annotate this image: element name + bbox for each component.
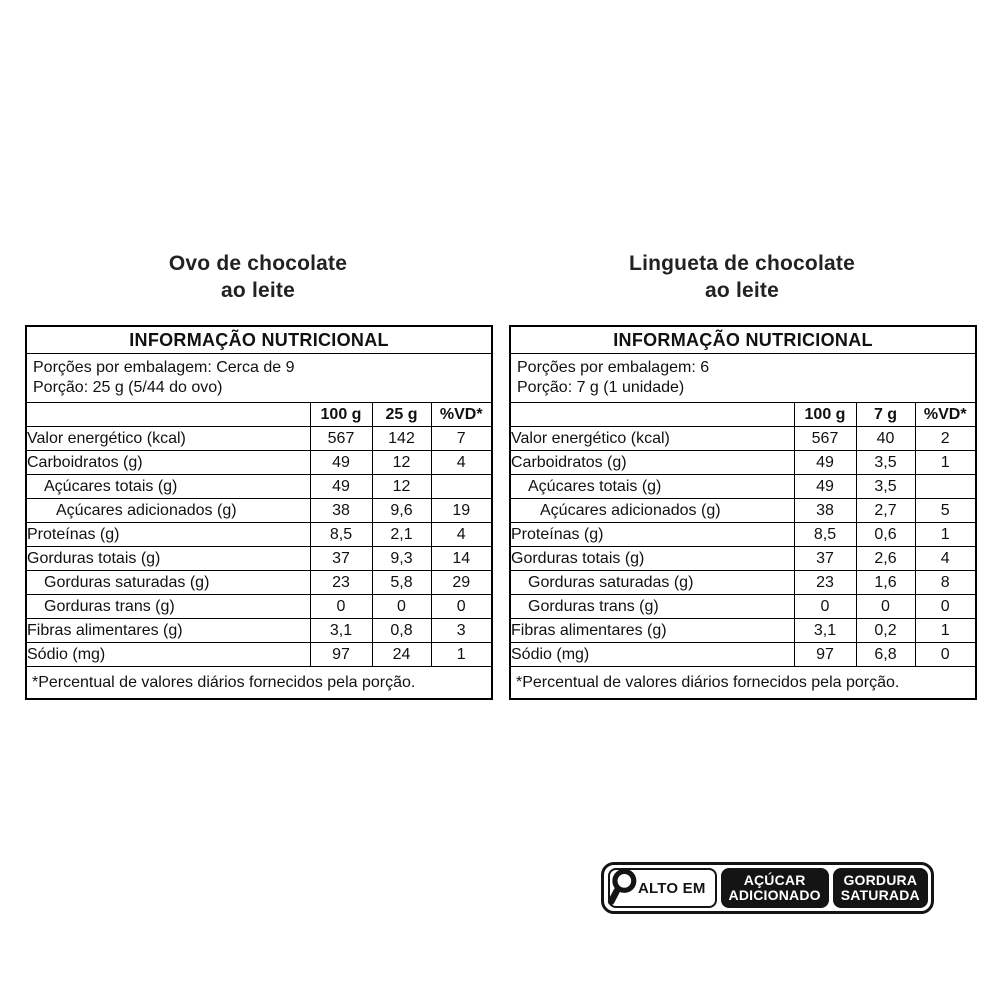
nutrient-row — [510, 523, 976, 547]
nutrient-row — [510, 475, 976, 499]
servings-row — [26, 354, 492, 403]
nutrient-value: 49 — [310, 475, 372, 499]
column-header-row — [26, 403, 492, 427]
nutrient-label: Carboidratos (g) — [510, 451, 794, 475]
nutrient-row — [26, 571, 492, 595]
nutrient-value: 38 — [794, 499, 856, 523]
nutrient-value: 5 — [915, 499, 976, 523]
magnifier-icon — [606, 867, 638, 912]
nutrient-value: 12 — [372, 475, 431, 499]
nutrient-row — [510, 571, 976, 595]
nutrient-value: 3 — [431, 619, 492, 643]
nutrient-value: 142 — [372, 427, 431, 451]
table-title-row — [510, 326, 976, 354]
nutrient-label: Fibras alimentares (g) — [510, 619, 794, 643]
footnote-row — [510, 667, 976, 700]
servings-per-package: Porções por embalagem: 6 — [517, 359, 710, 376]
nutrient-value: 40 — [856, 427, 915, 451]
nutrient-value: 12 — [372, 451, 431, 475]
nutrient-value: 19 — [431, 499, 492, 523]
nutrient-value: 0 — [915, 643, 976, 667]
nutrient-row — [26, 499, 492, 523]
nutrient-row — [510, 499, 976, 523]
nutrient-label: Açúcares totais (g) — [26, 475, 310, 499]
nutrient-row — [510, 643, 976, 667]
nutrient-label: Açúcares totais (g) — [510, 475, 794, 499]
nutrient-value: 9,6 — [372, 499, 431, 523]
column-header-row — [510, 403, 976, 427]
column-header-empty — [26, 403, 310, 427]
column-header-100g: 100 g — [794, 403, 856, 427]
nutrient-value: 7 — [431, 427, 492, 451]
nutrient-label: Sódio (mg) — [26, 643, 310, 667]
nutrient-value — [431, 475, 492, 499]
product-title-line: Ovo de chocolate — [168, 252, 348, 275]
product-title — [25, 250, 491, 304]
nutrient-value: 5,8 — [372, 571, 431, 595]
nutrient-label: Proteínas (g) — [510, 523, 794, 547]
nutrient-value: 37 — [310, 547, 372, 571]
nutrient-value: 2,7 — [856, 499, 915, 523]
nutrient-value: 6,8 — [856, 643, 915, 667]
nutrient-row — [26, 643, 492, 667]
badge-line: GORDURA — [843, 872, 918, 888]
nutrient-value: 3,1 — [310, 619, 372, 643]
product-label — [25, 250, 491, 700]
product-title-line: ao leite — [221, 279, 295, 302]
nutrient-value — [915, 475, 976, 499]
nutrient-value: 1 — [915, 523, 976, 547]
nutrient-value: 1 — [915, 451, 976, 475]
nutrient-row — [26, 475, 492, 499]
table-title: INFORMAÇÃO NUTRICIONAL — [26, 326, 492, 354]
nutrient-value: 29 — [431, 571, 492, 595]
nutrient-row — [26, 523, 492, 547]
nutrient-row — [510, 595, 976, 619]
nutrient-row — [510, 451, 976, 475]
nutrient-value: 2 — [915, 427, 976, 451]
nutrient-value: 0 — [372, 595, 431, 619]
column-header-vd: %VD* — [431, 403, 492, 427]
nutrient-label: Gorduras saturadas (g) — [26, 571, 310, 595]
nutrient-value: 97 — [310, 643, 372, 667]
nutrient-value: 9,3 — [372, 547, 431, 571]
nutrient-value: 8,5 — [310, 523, 372, 547]
nutrient-row — [26, 427, 492, 451]
nutrient-value: 0 — [856, 595, 915, 619]
nutrient-label: Gorduras saturadas (g) — [510, 571, 794, 595]
nutrient-label: Sódio (mg) — [510, 643, 794, 667]
nutrient-value: 1,6 — [856, 571, 915, 595]
nutrient-value: 23 — [310, 571, 372, 595]
footnote: *Percentual de valores diários fornecidos pela porção. — [510, 667, 976, 700]
servings-row — [510, 354, 976, 403]
column-header-empty — [510, 403, 794, 427]
nutrient-label: Carboidratos (g) — [26, 451, 310, 475]
nutrient-value: 49 — [310, 451, 372, 475]
nutrient-row — [510, 427, 976, 451]
nutrient-value: 567 — [794, 427, 856, 451]
nutrient-label: Açúcares adicionados (g) — [26, 499, 310, 523]
nutrient-label: Proteínas (g) — [26, 523, 310, 547]
nutrient-row — [26, 619, 492, 643]
table-title: INFORMAÇÃO NUTRICIONAL — [510, 326, 976, 354]
badge-line: AÇÚCAR — [743, 872, 806, 888]
high-in-warning-seal — [601, 862, 934, 914]
nutrient-value: 4 — [431, 523, 492, 547]
column-header-portion: 7 g — [856, 403, 915, 427]
serving-size: Porção: 25 g (5/44 do ovo) — [33, 379, 223, 396]
column-header-100g: 100 g — [310, 403, 372, 427]
nutrition-table — [25, 325, 493, 700]
nutrient-value: 0 — [794, 595, 856, 619]
servings-cell — [510, 354, 976, 403]
nutrient-label: Gorduras trans (g) — [510, 595, 794, 619]
column-header-vd: %VD* — [915, 403, 976, 427]
servings-cell — [26, 354, 492, 403]
nutrient-label: Fibras alimentares (g) — [26, 619, 310, 643]
nutrient-value: 0 — [310, 595, 372, 619]
serving-size: Porção: 7 g (1 unidade) — [517, 379, 685, 396]
nutrient-label: Gorduras totais (g) — [26, 547, 310, 571]
nutrient-value: 0,8 — [372, 619, 431, 643]
product-title — [509, 250, 975, 304]
nutrient-value: 1 — [431, 643, 492, 667]
nutrient-value: 38 — [310, 499, 372, 523]
badge-line: SATURADA — [840, 887, 920, 903]
nutrient-value: 4 — [431, 451, 492, 475]
nutrient-value: 37 — [794, 547, 856, 571]
nutrient-value: 3,5 — [856, 475, 915, 499]
nutrient-value: 14 — [431, 547, 492, 571]
footnote: *Percentual de valores diários fornecidos pela porção. — [26, 667, 492, 700]
nutrient-value: 8 — [915, 571, 976, 595]
nutrient-value: 0 — [431, 595, 492, 619]
nutrient-value: 97 — [794, 643, 856, 667]
nutrient-value: 49 — [794, 451, 856, 475]
nutrient-label: Açúcares adicionados (g) — [510, 499, 794, 523]
nutrient-value: 23 — [794, 571, 856, 595]
alto-em-text: ALTO EM — [638, 879, 706, 897]
nutrient-value: 3,1 — [794, 619, 856, 643]
badge-line: ADICIONADO — [728, 887, 821, 903]
gordura-saturada-badge — [833, 868, 928, 908]
nutrient-value: 567 — [310, 427, 372, 451]
nutrient-value: 8,5 — [794, 523, 856, 547]
labels-row — [25, 250, 975, 700]
footnote-row — [26, 667, 492, 700]
nutrient-value: 3,5 — [856, 451, 915, 475]
nutrient-label: Gorduras trans (g) — [26, 595, 310, 619]
nutrient-value: 4 — [915, 547, 976, 571]
nutrition-table — [509, 325, 977, 700]
nutrient-value: 1 — [915, 619, 976, 643]
nutrient-value: 0,2 — [856, 619, 915, 643]
nutrient-label: Gorduras totais (g) — [510, 547, 794, 571]
nutrient-value: 2,1 — [372, 523, 431, 547]
servings-per-package: Porções por embalagem: Cerca de 9 — [33, 359, 295, 376]
table-title-row — [26, 326, 492, 354]
nutrient-value: 0,6 — [856, 523, 915, 547]
column-header-portion: 25 g — [372, 403, 431, 427]
nutrient-value: 0 — [915, 595, 976, 619]
nutrient-row — [26, 547, 492, 571]
nutrient-label: Valor energético (kcal) — [26, 427, 310, 451]
product-label — [509, 250, 975, 700]
product-title-line: ao leite — [705, 279, 779, 302]
nutrient-value: 24 — [372, 643, 431, 667]
nutrient-row — [26, 595, 492, 619]
acucar-adicionado-badge — [721, 868, 829, 908]
nutrient-row — [510, 619, 976, 643]
nutrient-value: 2,6 — [856, 547, 915, 571]
nutrient-row — [26, 451, 492, 475]
nutrient-row — [510, 547, 976, 571]
product-title-line: Lingueta de chocolate — [629, 252, 855, 275]
nutrient-label: Valor energético (kcal) — [510, 427, 794, 451]
nutrient-value: 49 — [794, 475, 856, 499]
alto-em-pill — [608, 868, 717, 908]
